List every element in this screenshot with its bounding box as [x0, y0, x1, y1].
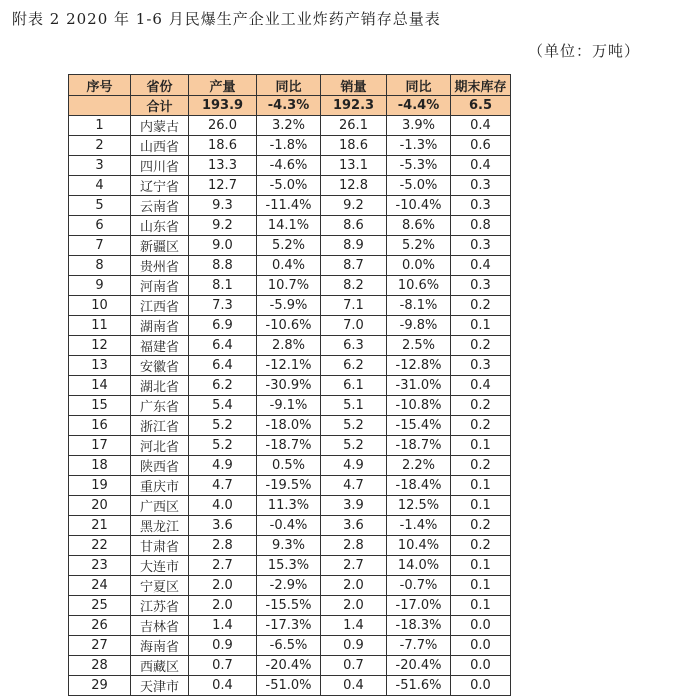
- cell-production-yoy: -12.1%: [257, 356, 321, 376]
- table-row: [69, 216, 511, 236]
- table-row: [69, 616, 511, 636]
- cell-sales-yoy: 2.5%: [387, 336, 451, 356]
- cell-index: 23: [69, 556, 131, 576]
- cell-province: 海南省: [131, 636, 189, 656]
- cell-production: 2.0: [189, 596, 257, 616]
- cell-sales-yoy: -7.7%: [387, 636, 451, 656]
- cell-province: 河北省: [131, 436, 189, 456]
- cell-production: 6.4: [189, 356, 257, 376]
- cell-sales-yoy: -0.7%: [387, 576, 451, 596]
- cell-index: 3: [69, 156, 131, 176]
- cell-index: 13: [69, 356, 131, 376]
- table-row: [69, 176, 511, 196]
- cell-sales-yoy: -18.4%: [387, 476, 451, 496]
- cell-sales: 4.7: [321, 476, 387, 496]
- cell-sales-yoy: -31.0%: [387, 376, 451, 396]
- cell-ending-inventory: 0.1: [451, 556, 511, 576]
- cell-production-yoy: 11.3%: [257, 496, 321, 516]
- cell-sales-yoy: 12.5%: [387, 496, 451, 516]
- cell-sales: 3.9: [321, 496, 387, 516]
- cell-sales: 1.4: [321, 616, 387, 636]
- cell-province: 山东省: [131, 216, 189, 236]
- cell-production: 6.9: [189, 316, 257, 336]
- cell-index: 29: [69, 676, 131, 696]
- cell-sales: 5.2: [321, 436, 387, 456]
- cell-sales: 8.9: [321, 236, 387, 256]
- cell-sales-yoy: -1.3%: [387, 136, 451, 156]
- cell-sales-yoy: -5.0%: [387, 176, 451, 196]
- cell-sales-yoy: -15.4%: [387, 416, 451, 436]
- cell-ending-inventory: 0.1: [451, 496, 511, 516]
- cell-production-yoy: -19.5%: [257, 476, 321, 496]
- cell-province: 广东省: [131, 396, 189, 416]
- cell-sales-yoy: -12.8%: [387, 356, 451, 376]
- cell-sales: 2.7: [321, 556, 387, 576]
- cell-province: 浙江省: [131, 416, 189, 436]
- cell-ending-inventory: 0.2: [451, 396, 511, 416]
- cell-sales-yoy: -51.6%: [387, 676, 451, 696]
- cell-production: 6.2: [189, 376, 257, 396]
- cell-province: 甘肃省: [131, 536, 189, 556]
- total-index: [69, 96, 131, 116]
- cell-province: 湖南省: [131, 316, 189, 336]
- cell-production-yoy: -51.0%: [257, 676, 321, 696]
- cell-sales-yoy: -18.3%: [387, 616, 451, 636]
- table-row: [69, 636, 511, 656]
- cell-production-yoy: -5.0%: [257, 176, 321, 196]
- cell-sales-yoy: 10.6%: [387, 276, 451, 296]
- document-title: 附表 2 2020 年 1-6 月民爆生产企业工业炸药产销存总量表: [12, 10, 441, 28]
- cell-index: 11: [69, 316, 131, 336]
- cell-ending-inventory: 0.3: [451, 196, 511, 216]
- cell-production: 9.0: [189, 236, 257, 256]
- cell-production: 5.2: [189, 436, 257, 456]
- table-row: [69, 136, 511, 156]
- cell-ending-inventory: 0.1: [451, 436, 511, 456]
- cell-province: 内蒙古: [131, 116, 189, 136]
- cell-index: 9: [69, 276, 131, 296]
- cell-sales: 6.2: [321, 356, 387, 376]
- header-ending-inventory: 期末库存: [451, 75, 511, 96]
- cell-production: 13.3: [189, 156, 257, 176]
- total-ending-inventory: 6.5: [451, 96, 511, 116]
- cell-sales-yoy: -1.4%: [387, 516, 451, 536]
- total-production-yoy: -4.3%: [257, 96, 321, 116]
- cell-ending-inventory: 0.4: [451, 156, 511, 176]
- cell-production-yoy: 3.2%: [257, 116, 321, 136]
- cell-ending-inventory: 0.4: [451, 256, 511, 276]
- table-row: [69, 416, 511, 436]
- total-production: 193.9: [189, 96, 257, 116]
- cell-index: 7: [69, 236, 131, 256]
- table-row: [69, 276, 511, 296]
- cell-production: 0.7: [189, 656, 257, 676]
- cell-province: 江西省: [131, 296, 189, 316]
- cell-production-yoy: -1.8%: [257, 136, 321, 156]
- header-sales: 销量: [321, 75, 387, 96]
- cell-index: 1: [69, 116, 131, 136]
- header-production: 产量: [189, 75, 257, 96]
- cell-production: 0.4: [189, 676, 257, 696]
- total-label: 合计: [131, 96, 189, 116]
- cell-sales: 5.2: [321, 416, 387, 436]
- cell-sales: 5.1: [321, 396, 387, 416]
- cell-ending-inventory: 0.2: [451, 416, 511, 436]
- header-index: 序号: [69, 75, 131, 96]
- cell-production-yoy: 5.2%: [257, 236, 321, 256]
- header-production-yoy: 同比: [257, 75, 321, 96]
- table-row: [69, 156, 511, 176]
- cell-index: 20: [69, 496, 131, 516]
- cell-production: 9.3: [189, 196, 257, 216]
- cell-sales: 2.0: [321, 576, 387, 596]
- cell-production-yoy: -6.5%: [257, 636, 321, 656]
- cell-sales: 0.4: [321, 676, 387, 696]
- cell-production-yoy: 0.5%: [257, 456, 321, 476]
- cell-province: 重庆市: [131, 476, 189, 496]
- table-row: [69, 456, 511, 476]
- cell-ending-inventory: 0.3: [451, 356, 511, 376]
- table-row: [69, 476, 511, 496]
- table-row: [69, 436, 511, 456]
- cell-production: 26.0: [189, 116, 257, 136]
- table-row: [69, 336, 511, 356]
- cell-province: 新疆区: [131, 236, 189, 256]
- cell-sales: 26.1: [321, 116, 387, 136]
- table-row: [69, 376, 511, 396]
- cell-production-yoy: -15.5%: [257, 596, 321, 616]
- cell-sales-yoy: 5.2%: [387, 236, 451, 256]
- table-body: [69, 96, 511, 696]
- cell-index: 4: [69, 176, 131, 196]
- cell-production-yoy: 2.8%: [257, 336, 321, 356]
- header-row: [69, 75, 511, 96]
- cell-ending-inventory: 0.2: [451, 456, 511, 476]
- cell-province: 云南省: [131, 196, 189, 216]
- cell-province: 陕西省: [131, 456, 189, 476]
- cell-ending-inventory: 0.3: [451, 236, 511, 256]
- cell-sales: 7.0: [321, 316, 387, 336]
- cell-index: 8: [69, 256, 131, 276]
- cell-index: 27: [69, 636, 131, 656]
- cell-sales-yoy: 3.9%: [387, 116, 451, 136]
- cell-production-yoy: 10.7%: [257, 276, 321, 296]
- table-row: [69, 256, 511, 276]
- cell-sales-yoy: -10.4%: [387, 196, 451, 216]
- cell-ending-inventory: 0.1: [451, 596, 511, 616]
- cell-sales: 2.8: [321, 536, 387, 556]
- cell-sales: 0.9: [321, 636, 387, 656]
- cell-production-yoy: -9.1%: [257, 396, 321, 416]
- cell-production-yoy: -18.0%: [257, 416, 321, 436]
- cell-sales: 0.7: [321, 656, 387, 676]
- cell-index: 19: [69, 476, 131, 496]
- cell-sales: 9.2: [321, 196, 387, 216]
- cell-index: 6: [69, 216, 131, 236]
- cell-production-yoy: -18.7%: [257, 436, 321, 456]
- cell-index: 12: [69, 336, 131, 356]
- cell-ending-inventory: 0.0: [451, 656, 511, 676]
- cell-sales: 12.8: [321, 176, 387, 196]
- cell-production: 4.9: [189, 456, 257, 476]
- cell-ending-inventory: 0.1: [451, 576, 511, 596]
- cell-province: 西藏区: [131, 656, 189, 676]
- cell-production: 8.8: [189, 256, 257, 276]
- cell-sales-yoy: -9.8%: [387, 316, 451, 336]
- cell-index: 14: [69, 376, 131, 396]
- cell-production-yoy: 9.3%: [257, 536, 321, 556]
- cell-province: 吉林省: [131, 616, 189, 636]
- table-row: [69, 516, 511, 536]
- cell-production: 8.1: [189, 276, 257, 296]
- cell-production-yoy: -11.4%: [257, 196, 321, 216]
- cell-ending-inventory: 0.1: [451, 316, 511, 336]
- cell-production: 3.6: [189, 516, 257, 536]
- cell-production-yoy: -2.9%: [257, 576, 321, 596]
- cell-ending-inventory: 0.1: [451, 476, 511, 496]
- cell-province: 大连市: [131, 556, 189, 576]
- cell-ending-inventory: 0.3: [451, 276, 511, 296]
- cell-production-yoy: -5.9%: [257, 296, 321, 316]
- cell-sales: 2.0: [321, 596, 387, 616]
- cell-ending-inventory: 0.2: [451, 536, 511, 556]
- cell-province: 宁夏区: [131, 576, 189, 596]
- cell-sales: 8.2: [321, 276, 387, 296]
- cell-production: 0.9: [189, 636, 257, 656]
- table-row: [69, 496, 511, 516]
- cell-sales: 6.3: [321, 336, 387, 356]
- cell-sales: 6.1: [321, 376, 387, 396]
- cell-production: 6.4: [189, 336, 257, 356]
- cell-index: 10: [69, 296, 131, 316]
- cell-production-yoy: -20.4%: [257, 656, 321, 676]
- cell-province: 安徽省: [131, 356, 189, 376]
- cell-production-yoy: -10.6%: [257, 316, 321, 336]
- cell-sales: 7.1: [321, 296, 387, 316]
- total-sales-yoy: -4.4%: [387, 96, 451, 116]
- cell-index: 26: [69, 616, 131, 636]
- cell-production-yoy: -17.3%: [257, 616, 321, 636]
- table-row: [69, 556, 511, 576]
- cell-index: 28: [69, 656, 131, 676]
- cell-index: 15: [69, 396, 131, 416]
- table-row: [69, 116, 511, 136]
- cell-index: 2: [69, 136, 131, 156]
- cell-sales-yoy: 14.0%: [387, 556, 451, 576]
- cell-ending-inventory: 0.3: [451, 176, 511, 196]
- cell-production: 9.2: [189, 216, 257, 236]
- cell-production: 4.7: [189, 476, 257, 496]
- unit-note: （单位：万吨）: [527, 42, 640, 60]
- cell-ending-inventory: 0.0: [451, 636, 511, 656]
- cell-sales: 8.7: [321, 256, 387, 276]
- cell-ending-inventory: 0.8: [451, 216, 511, 236]
- cell-production: 5.2: [189, 416, 257, 436]
- cell-production-yoy: -0.4%: [257, 516, 321, 536]
- cell-sales: 8.6: [321, 216, 387, 236]
- cell-index: 16: [69, 416, 131, 436]
- header-province: 省份: [131, 75, 189, 96]
- cell-production: 4.0: [189, 496, 257, 516]
- cell-production-yoy: 14.1%: [257, 216, 321, 236]
- table-row: [69, 296, 511, 316]
- table-row: [69, 356, 511, 376]
- cell-ending-inventory: 0.2: [451, 516, 511, 536]
- cell-sales-yoy: 10.4%: [387, 536, 451, 556]
- total-row: [69, 96, 511, 116]
- cell-province: 广西区: [131, 496, 189, 516]
- cell-sales-yoy: -17.0%: [387, 596, 451, 616]
- cell-ending-inventory: 0.2: [451, 336, 511, 356]
- cell-province: 天津市: [131, 676, 189, 696]
- cell-province: 福建省: [131, 336, 189, 356]
- cell-ending-inventory: 0.2: [451, 296, 511, 316]
- table-row: [69, 316, 511, 336]
- cell-production: 2.7: [189, 556, 257, 576]
- cell-production-yoy: 15.3%: [257, 556, 321, 576]
- cell-sales-yoy: -20.4%: [387, 656, 451, 676]
- cell-sales-yoy: -18.7%: [387, 436, 451, 456]
- cell-province: 四川省: [131, 156, 189, 176]
- cell-sales: 13.1: [321, 156, 387, 176]
- cell-index: 17: [69, 436, 131, 456]
- table-row: [69, 196, 511, 216]
- cell-province: 辽宁省: [131, 176, 189, 196]
- cell-index: 5: [69, 196, 131, 216]
- cell-ending-inventory: 0.4: [451, 376, 511, 396]
- cell-sales: 18.6: [321, 136, 387, 156]
- header-sales-yoy: 同比: [387, 75, 451, 96]
- table-row: [69, 576, 511, 596]
- table-row: [69, 596, 511, 616]
- cell-sales-yoy: -5.3%: [387, 156, 451, 176]
- cell-production-yoy: -30.9%: [257, 376, 321, 396]
- cell-province: 湖北省: [131, 376, 189, 396]
- cell-production: 7.3: [189, 296, 257, 316]
- cell-province: 河南省: [131, 276, 189, 296]
- total-sales: 192.3: [321, 96, 387, 116]
- cell-production: 18.6: [189, 136, 257, 156]
- table-row: [69, 656, 511, 676]
- cell-index: 21: [69, 516, 131, 536]
- cell-sales-yoy: 8.6%: [387, 216, 451, 236]
- cell-province: 贵州省: [131, 256, 189, 276]
- explosives-summary-table: [68, 74, 511, 696]
- cell-province: 江苏省: [131, 596, 189, 616]
- cell-ending-inventory: 0.0: [451, 616, 511, 636]
- cell-ending-inventory: 0.6: [451, 136, 511, 156]
- cell-province: 山西省: [131, 136, 189, 156]
- table-row: [69, 536, 511, 556]
- cell-production-yoy: 0.4%: [257, 256, 321, 276]
- cell-production: 12.7: [189, 176, 257, 196]
- cell-index: 24: [69, 576, 131, 596]
- cell-index: 18: [69, 456, 131, 476]
- cell-sales-yoy: 0.0%: [387, 256, 451, 276]
- cell-production: 2.8: [189, 536, 257, 556]
- cell-province: 黑龙江: [131, 516, 189, 536]
- cell-sales-yoy: 2.2%: [387, 456, 451, 476]
- cell-production-yoy: -4.6%: [257, 156, 321, 176]
- cell-index: 22: [69, 536, 131, 556]
- cell-ending-inventory: 0.0: [451, 676, 511, 696]
- cell-index: 25: [69, 596, 131, 616]
- table-row: [69, 396, 511, 416]
- table-row: [69, 676, 511, 696]
- cell-sales-yoy: -10.8%: [387, 396, 451, 416]
- cell-production: 5.4: [189, 396, 257, 416]
- table-row: [69, 236, 511, 256]
- cell-sales: 3.6: [321, 516, 387, 536]
- cell-production: 2.0: [189, 576, 257, 596]
- cell-sales-yoy: -8.1%: [387, 296, 451, 316]
- cell-sales: 4.9: [321, 456, 387, 476]
- cell-ending-inventory: 0.4: [451, 116, 511, 136]
- cell-production: 1.4: [189, 616, 257, 636]
